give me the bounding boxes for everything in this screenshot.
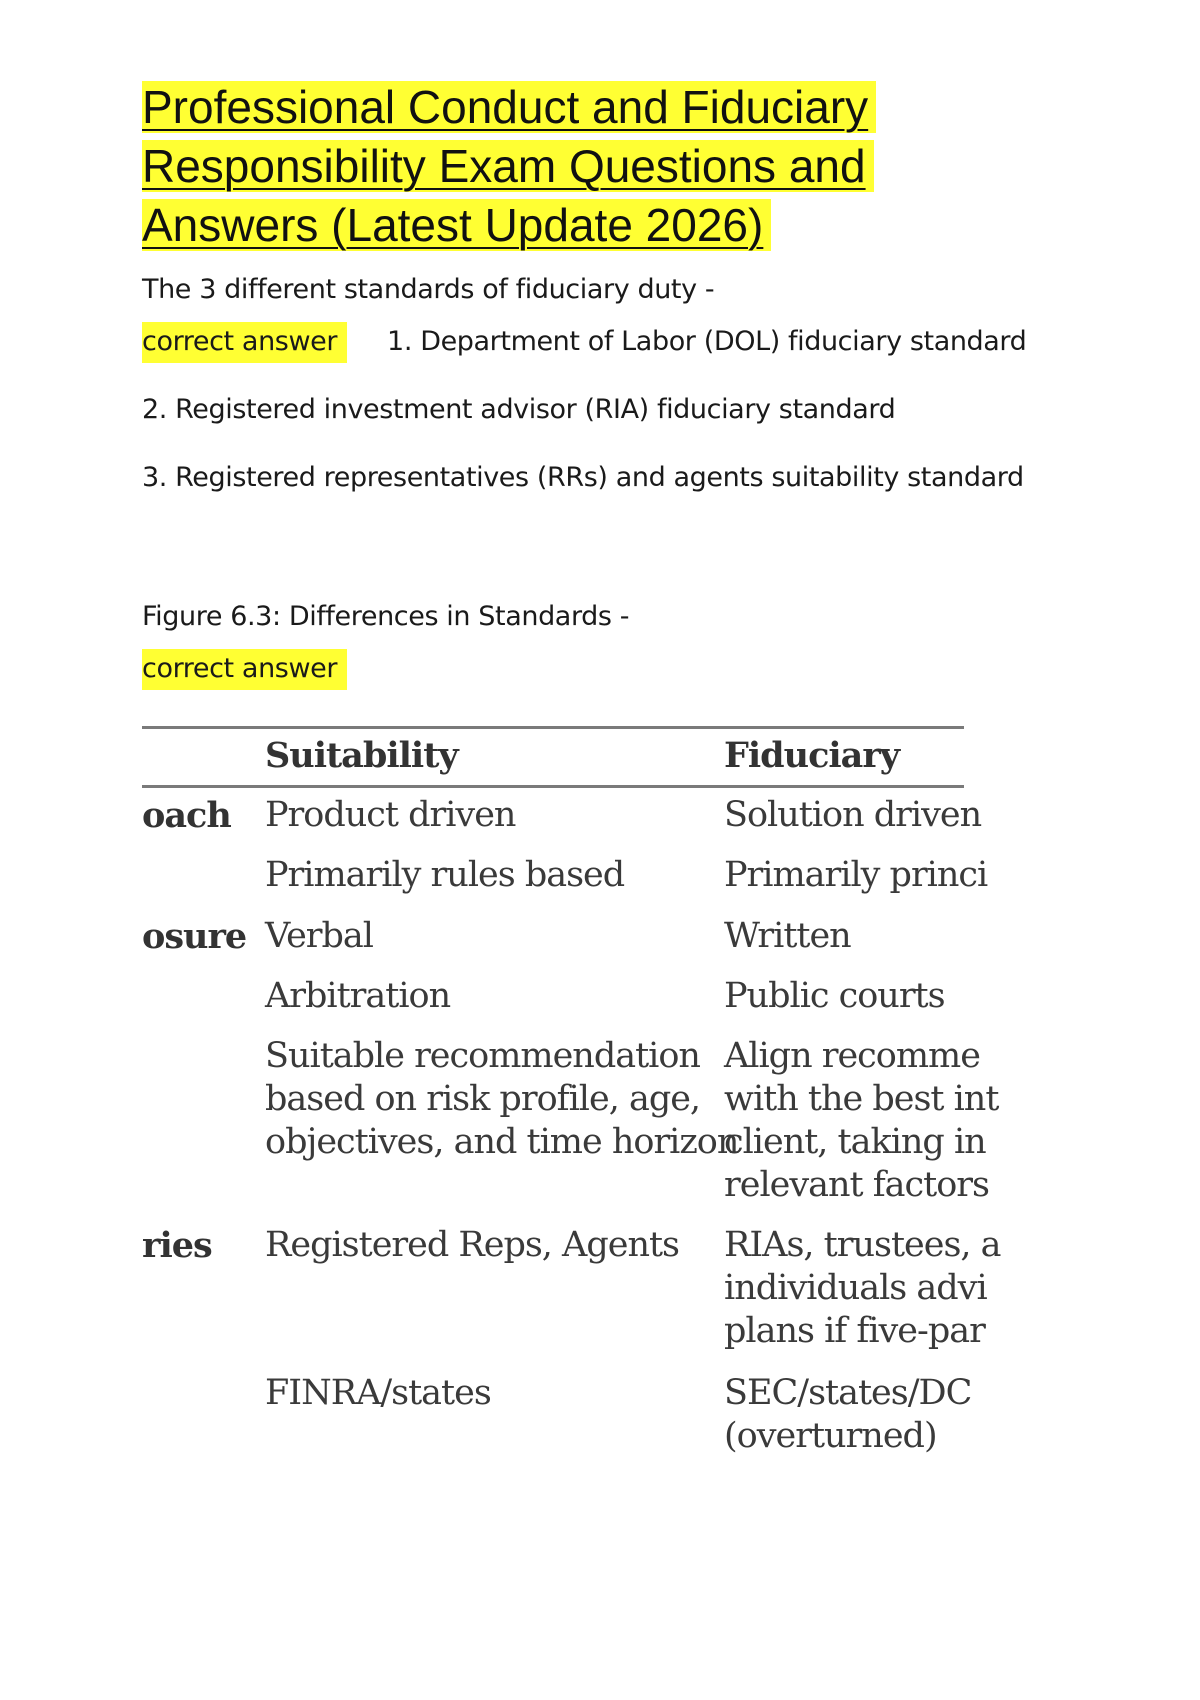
answer-label-highlight: correct answer: [142, 322, 347, 363]
table-cell: Public courts: [724, 976, 945, 1016]
header-fiduciary: Fiduciary: [724, 735, 900, 776]
table-cell: (overturned): [724, 1416, 937, 1456]
answer-1-item-2: 2. Registered investment advisor (RIA) fiduciary standard: [142, 394, 896, 425]
table-cell: Written: [724, 916, 851, 956]
answer-1-row: [142, 326, 1026, 357]
title-line-3: Answers (Latest Update 2026): [142, 199, 771, 251]
table-cell: client, taking in: [724, 1122, 986, 1162]
table-cell: with the best int: [724, 1079, 999, 1119]
table-cell: Primarily rules based: [265, 855, 625, 895]
table-cell: RIAs, trustees, a: [724, 1225, 1001, 1265]
table-cell: Align recomme: [724, 1036, 980, 1076]
document-page: [142, 78, 1072, 1456]
answer-1-item-1: 1. Department of Labor (DOL) fiduciary standard: [387, 326, 1027, 357]
title-line-2: Responsibility Exam Questions and: [142, 140, 874, 192]
table-cell: Product driven: [265, 795, 516, 835]
row-label: ries: [142, 1225, 212, 1266]
table-cell: individuals advi: [724, 1268, 987, 1308]
table-cell: relevant factors: [724, 1165, 989, 1205]
answer-label-highlight-2: correct answer: [142, 649, 347, 690]
question-1: The 3 different standards of fiduciary duty -: [142, 274, 715, 305]
answer-1-item-3: 3. Registered representatives (RRs) and agents suitability standard: [142, 462, 1024, 493]
table-cell: based on risk profile, age,: [265, 1079, 701, 1119]
table-cell: Primarily princi: [724, 855, 988, 895]
table-cell: objectives, and time horizon: [265, 1122, 739, 1162]
answer-2-row: [142, 653, 347, 684]
table-cell: Registered Reps, Agents: [265, 1225, 680, 1265]
document-title: [142, 78, 1072, 255]
table-cell: Verbal: [265, 916, 373, 956]
table-header-rule: [142, 785, 964, 788]
table-cell: FINRA/states: [265, 1373, 491, 1413]
table-top-rule: [142, 726, 964, 729]
table-cell: Suitable recommendation: [265, 1036, 700, 1076]
table-cell: plans if five-par: [724, 1311, 985, 1351]
table-cell: SEC/states/DC: [724, 1373, 972, 1413]
header-suitability: Suitability: [265, 735, 458, 776]
row-label: oach: [142, 795, 231, 836]
table-cell: Solution driven: [724, 795, 982, 835]
row-label: osure: [142, 916, 247, 957]
title-line-1: Professional Conduct and Fiduciary: [142, 81, 876, 133]
table-cell: Arbitration: [265, 976, 451, 1016]
differences-table-figure: [142, 726, 1001, 1546]
question-2: Figure 6.3: Differences in Standards -: [142, 601, 630, 632]
